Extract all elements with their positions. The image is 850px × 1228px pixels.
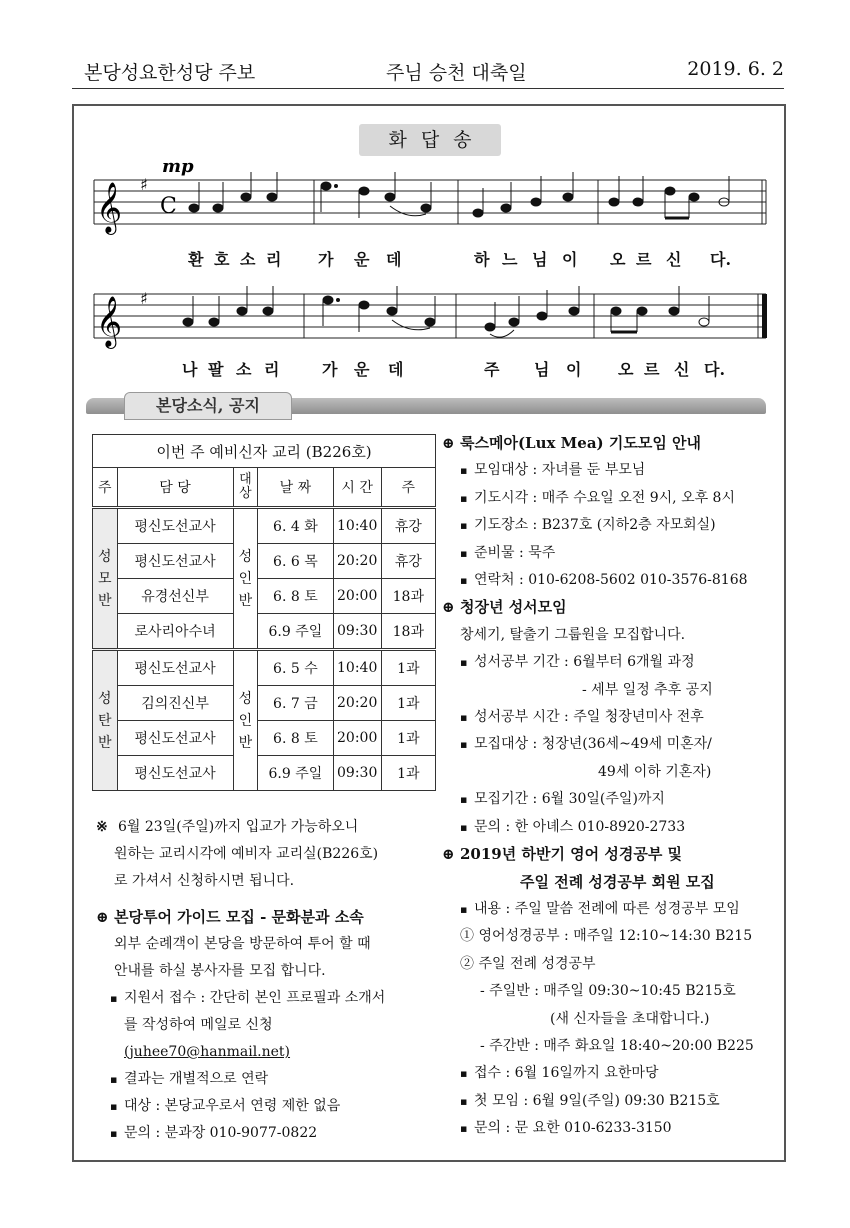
luxmea-title: 룩스메아(Lux Mea) 기도모임 안내 xyxy=(460,434,702,452)
list-item: ▪ 연락처 : 010-6208-5602 010-3576-8168 xyxy=(442,567,772,594)
header-divider xyxy=(72,88,784,89)
news-banner xyxy=(86,392,766,424)
group-name-seongmo: 성 모 반 xyxy=(93,508,118,650)
target-class: 성 인 반 xyxy=(233,650,258,791)
circle-plus-icon: ⊕ xyxy=(442,434,455,452)
table-row: 유경선신부 6. 8 토 20:00 18과 xyxy=(93,579,436,614)
enrollment-notice: ※ 6월 23일(주일)까지 입교가 가능하오니 원하는 교리시각에 예비자 교리실(B226호) 로 가셔서 신청하시면 됩니다. xyxy=(96,814,430,895)
english-title: 2019년 하반기 영어 성경공부 및 xyxy=(460,845,683,864)
bulletin-header xyxy=(72,56,784,88)
svg-text:C: C xyxy=(160,194,177,219)
tour-title: 본당투어 가이드 모집 - 문화분과 소속 xyxy=(114,908,364,926)
table-header-row: 주 담 당 대 상 날 짜 시 간 주 xyxy=(93,468,436,508)
table-row: 김의진신부 6. 7 금 20:20 1과 xyxy=(93,686,436,721)
table-row: 성 모 반 평신도선교사 성 인 반 6. 4 화 10:40 휴강 xyxy=(93,508,436,544)
svg-text:♯: ♯ xyxy=(140,175,148,194)
table-caption: 이번 주 예비신자 교리 (B226호) xyxy=(93,435,436,468)
group-name-seongtan: 성 탄 반 xyxy=(93,650,118,791)
psalm-title: 화답송 xyxy=(359,124,501,156)
psalm-lyrics-2: 나 팔 소 리 가 운 데 주 님 이 오 르 신 다. xyxy=(182,360,726,379)
catechumen-schedule-table xyxy=(92,434,436,791)
right-column-notices: ⊕ 룩스메아(Lux Mea) 기도모임 안내 ▪ 모임대상 : 자녀를 둔 부모님 ▪ 기도시각 : 매주 수요일 오전 9시, 오후 8시 ▪ 기도장소 : B237호 (지하2층 자모회실) ▪ 준비물 : 묵주 ▪ 연락처 : 010-6208-5602 010-3576-8168 ⊕ 청장년 성서모임 창세기, 탈출기 그룹원을 모집합니다. ▪ 성서공부 기간 : 6월부터 6개월 과정 - 세부 일정 추후 공지 ▪ 성서공부 시간 : 주일 청장년미사 전후 ▪ 모집대상 : 청장년(36세~49세 미혼자/ 49세 이하 기혼자) ▪ 모집기간 : 6월 30일(주일)까지 ▪ 문의 : 한 아녜스 010-8920-2733 ⊕ 2019년 하반기 영어 성경공부 및 주일 전례 성경공부 회원 모집 ▪ 내용 : 주일 말씀 전례에 따른 성경공부 모임 ① 영어성경공부 : 매주일 12:10~14:30 B215 ② 주일 전례 성경공부 - 주일반 : 매주일 09:30~10:45 B215호 (새 신자들을 초대합니다.) - 주간반 : 매주 화요일 18:40~20:00 B225 ▪ 접수 : 6월 16일까지 요한마당 ▪ 첫 모임 : 6월 9일(주일) 09:30 B215호 ▪ 문의 : 문 요한 010-6233-3150 xyxy=(442,430,772,1143)
list-item: ▪ 기도장소 : B237호 (지하2층 자모회실) xyxy=(442,512,772,539)
music-staff-1 xyxy=(90,160,770,240)
psalm-lyrics-1: 환 호 소 리 가 운 데 하 느 님 이 오 르 신 다. xyxy=(188,250,732,269)
youth-title: 청장년 성서모임 xyxy=(460,598,567,617)
music-staff-2 xyxy=(90,274,770,354)
circle-plus-icon: ⊕ xyxy=(442,598,455,617)
list-item: ▪ 준비물 : 묵주 xyxy=(442,540,772,567)
tour-email-link[interactable]: (juhee70@hanmail.net) xyxy=(124,1044,291,1060)
list-item: ▪ 모임대상 : 자녀를 둔 부모님 xyxy=(442,457,772,484)
circle-plus-icon: ⊕ xyxy=(442,845,455,864)
svg-text:𝄞: 𝄞 xyxy=(96,182,123,233)
note-mark: ※ xyxy=(96,819,108,835)
target-class: 성 인 반 xyxy=(233,508,258,650)
table-row: 로사리아수녀 6.9 주일 09:30 18과 xyxy=(93,614,436,650)
svg-text:𝄞: 𝄞 xyxy=(96,296,123,347)
issue-date: 2019. 6. 2 xyxy=(687,58,784,80)
table-row: 평신도선교사 6. 6 목 20:20 휴강 xyxy=(93,544,436,579)
news-banner-label: 본당소식, 공지 xyxy=(124,392,292,420)
tour-guide-section: ⊕ 본당투어 가이드 모집 - 문화분과 소속 외부 순례객이 본당을 방문하여 투어 할 때 안내를 하실 봉사자를 모집 합니다. ▪ 지원서 접수 : 간단히 본인 프로필과 소개서 를 작성하여 메일로 신청 (juhee70@hanmail.net) ▪ 결과는 개별적으로 연락 ▪ 대상 : 본당교우로서 연령 제한 없음 ▪ 문의 : 분과장 010-9077-0822 xyxy=(96,904,430,1147)
circle-plus-icon: ⊕ xyxy=(96,908,109,926)
table-row: 평신도선교사 6.9 주일 09:30 1과 xyxy=(93,756,436,791)
list-item: ▪ 기도시각 : 매주 수요일 오전 9시, 오후 8시 xyxy=(442,485,772,512)
dynamic-marking: mp xyxy=(162,160,194,177)
table-row: 성 탄 반 평신도선교사 성 인 반 6. 5 수 10:40 1과 xyxy=(93,650,436,686)
svg-text:♯: ♯ xyxy=(140,289,148,308)
parish-name: 본당성요한성당 주보 xyxy=(84,62,256,84)
feast-title: 주님 승천 대축일 xyxy=(386,62,527,84)
table-row: 평신도선교사 6. 8 토 20:00 1과 xyxy=(93,721,436,756)
